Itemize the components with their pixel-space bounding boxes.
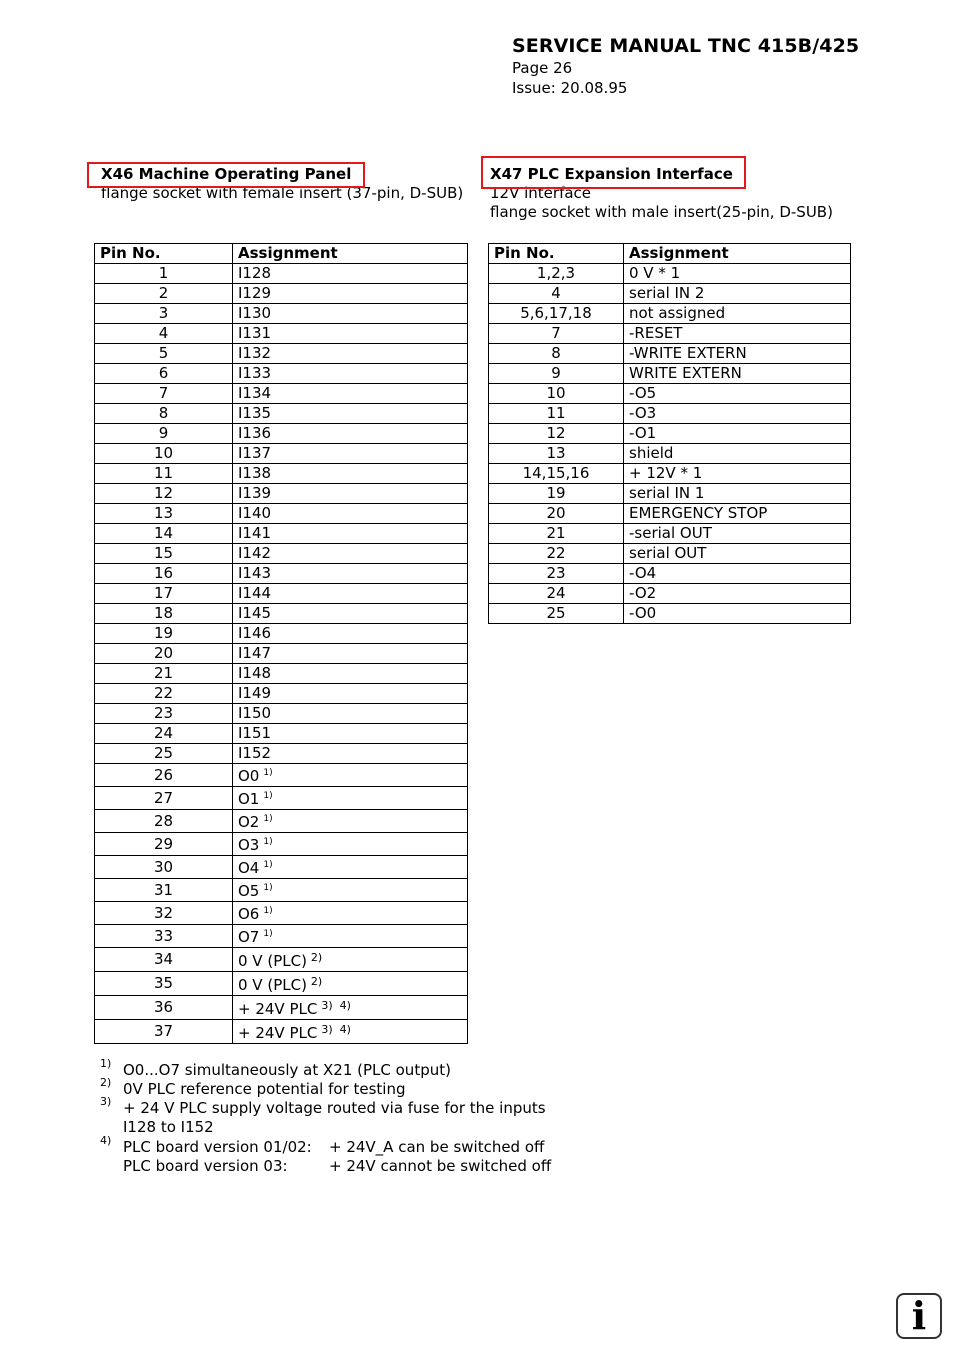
- x46-assignment-text: I152: [238, 744, 272, 762]
- x46-table-row: [95, 1020, 468, 1044]
- x46-table-row: [95, 324, 468, 344]
- x46-footnote-ref: 1): [263, 860, 273, 870]
- x46-assignment-text: I134: [238, 384, 272, 402]
- x47-assignment-text: shield: [629, 444, 674, 462]
- x47-assignment-text: -WRITE EXTERN: [629, 344, 747, 362]
- x46-assignment-cell: [233, 484, 468, 504]
- x46-table-row: [95, 856, 468, 879]
- x47-table-row: [489, 284, 851, 304]
- x46-assignment-text: O7: [238, 928, 260, 946]
- x47-table-row: [489, 404, 851, 424]
- x46-assignment-text: I145: [238, 604, 272, 622]
- x46-assignment-text: I143: [238, 564, 272, 582]
- page-number: Page 26: [512, 59, 573, 77]
- x46-table-row: [95, 344, 468, 364]
- x46-assignment-text: I135: [238, 404, 272, 422]
- x47-table-row: [489, 524, 851, 544]
- x47-pin-cell: 8: [489, 344, 624, 364]
- x46-assignment-text: I132: [238, 344, 272, 362]
- x46-assignment-text: + 24V PLC: [238, 1024, 318, 1042]
- x46-table-row: [95, 879, 468, 902]
- x46-pin-cell: 19: [95, 624, 233, 644]
- x46-assignment-text: O1: [238, 790, 260, 808]
- x47-assignment-cell: [624, 484, 851, 504]
- x46-assignment-cell: [233, 544, 468, 564]
- x47-table-row: [489, 484, 851, 504]
- x46-pin-cell: 27: [95, 787, 233, 810]
- footnote-3-mark: 3): [100, 1095, 112, 1108]
- x47-pin-cell: 14,15,16: [489, 464, 624, 484]
- x47-pin-cell: 1,2,3: [489, 264, 624, 284]
- x47-assignment-cell: [624, 604, 851, 624]
- x47-pin-cell: 25: [489, 604, 624, 624]
- x46-pin-cell: 12: [95, 484, 233, 504]
- x47-pin-cell: 4: [489, 284, 624, 304]
- x47-pin-table: [488, 243, 851, 624]
- x46-pin-cell: 1: [95, 264, 233, 284]
- x46-footnote-ref: 1): [263, 814, 273, 824]
- x46-assignment-cell: [233, 833, 468, 856]
- x47-header-row: [489, 244, 851, 264]
- x47-table-row: [489, 344, 851, 364]
- x47-assignment-cell: [624, 304, 851, 324]
- footnote-4-board-a-value: + 24V_A can be switched off: [329, 1138, 545, 1156]
- x47-assignment-cell: [624, 524, 851, 544]
- x46-table-row: [95, 604, 468, 624]
- x47-assignment-text: WRITE EXTERN: [629, 364, 742, 382]
- x46-pin-table: [94, 243, 468, 1044]
- x47-assignment-text: not assigned: [629, 304, 726, 322]
- x46-pin-cell: 10: [95, 444, 233, 464]
- x46-table-row: [95, 584, 468, 604]
- x47-title: X47 PLC Expansion Interface: [490, 165, 733, 183]
- x46-assignment-text: I139: [238, 484, 272, 502]
- x47-pin-cell: 21: [489, 524, 624, 544]
- x47-pin-cell: 12: [489, 424, 624, 444]
- x46-table-row: [95, 364, 468, 384]
- x46-assignment-cell: [233, 744, 468, 764]
- x46-pin-cell: 36: [95, 996, 233, 1020]
- x46-table-row: [95, 264, 468, 284]
- x47-assignment-cell: [624, 464, 851, 484]
- x47-pin-cell: 24: [489, 584, 624, 604]
- x46-assignment-cell: [233, 972, 468, 996]
- x46-pin-cell: 2: [95, 284, 233, 304]
- x46-table-row: [95, 484, 468, 504]
- x46-assignment-text: I141: [238, 524, 272, 542]
- x46-assignment-cell: [233, 879, 468, 902]
- x46-assignment-cell: [233, 604, 468, 624]
- x46-assignment-text: + 24V PLC: [238, 1000, 318, 1018]
- x46-assignment-cell: [233, 664, 468, 684]
- x47-pin-cell: 13: [489, 444, 624, 464]
- x47-table-row: [489, 504, 851, 524]
- x47-table-row: [489, 544, 851, 564]
- x46-pin-cell: 31: [95, 879, 233, 902]
- x46-assignment-text: I147: [238, 644, 272, 662]
- x46-highlight-box: [87, 162, 365, 188]
- x46-assignment-cell: [233, 424, 468, 444]
- footnote-4-mark: 4): [100, 1134, 112, 1147]
- x47-assignment-cell: [624, 584, 851, 604]
- x46-assignment-cell: [233, 524, 468, 544]
- x46-assignment-cell: [233, 948, 468, 972]
- x46-assignment-cell: [233, 810, 468, 833]
- x47-pin-cell: 20: [489, 504, 624, 524]
- x46-pin-cell: 6: [95, 364, 233, 384]
- x46-table-row: [95, 996, 468, 1020]
- footnote-2-mark: 2): [100, 1076, 112, 1089]
- x47-assignment-cell: [624, 364, 851, 384]
- x47-pin-cell: 22: [489, 544, 624, 564]
- x46-table-row: [95, 504, 468, 524]
- x46-assignment-text: O6: [238, 905, 260, 923]
- x46-assignment-text: O4: [238, 859, 260, 877]
- x46-assignment-cell: [233, 404, 468, 424]
- x46-header-row: [95, 244, 468, 264]
- x46-assignment-cell: [233, 304, 468, 324]
- x46-assignment-cell: [233, 504, 468, 524]
- footnote-1-text: O0...O7 simultaneously at X21 (PLC output): [123, 1061, 451, 1079]
- x46-assignment-text: I148: [238, 664, 272, 682]
- x46-footnote-ref: 1): [263, 929, 273, 939]
- x47-assignment-text: serial OUT: [629, 544, 707, 562]
- x46-assignment-text: I129: [238, 284, 272, 302]
- x46-footnote-ref: 3) 4): [321, 999, 351, 1012]
- x47-pin-cell: 7: [489, 324, 624, 344]
- x46-assignment-cell: [233, 444, 468, 464]
- x47-assignment-cell: [624, 404, 851, 424]
- x46-table-row: [95, 384, 468, 404]
- x47-subtitle-socket: flange socket with male insert(25-pin, D-SUB): [490, 203, 833, 221]
- x46-col-assignment: Assignment: [233, 244, 468, 264]
- x47-assignment-cell: [624, 344, 851, 364]
- x46-table-row: [95, 564, 468, 584]
- x47-assignment-text: -O4: [629, 564, 657, 582]
- x46-assignment-text: I137: [238, 444, 272, 462]
- x47-assignment-cell: [624, 544, 851, 564]
- x46-table-row: [95, 524, 468, 544]
- x46-assignment-text: I150: [238, 704, 272, 722]
- x46-assignment-text: I130: [238, 304, 272, 322]
- x47-table-row: [489, 304, 851, 324]
- x46-pin-cell: 35: [95, 972, 233, 996]
- x46-assignment-text: I133: [238, 364, 272, 382]
- x47-assignment-text: -O3: [629, 404, 657, 422]
- x46-table-row: [95, 972, 468, 996]
- x46-subtitle: flange socket with female insert (37-pin, D-SUB): [101, 184, 464, 202]
- x46-assignment-text: O5: [238, 882, 260, 900]
- x46-footnote-ref: 1): [263, 791, 273, 801]
- x46-assignment-text: I146: [238, 624, 272, 642]
- x46-assignment-cell: [233, 704, 468, 724]
- x46-assignment-cell: [233, 1020, 468, 1044]
- x47-assignment-text: -O2: [629, 584, 657, 602]
- x47-assignment-text: serial IN 2: [629, 284, 705, 302]
- x46-pin-cell: 33: [95, 925, 233, 948]
- x46-assignment-text: I131: [238, 324, 272, 342]
- x46-assignment-text: 0 V (PLC): [238, 952, 307, 970]
- x47-pin-cell: 9: [489, 364, 624, 384]
- x46-pin-cell: 7: [95, 384, 233, 404]
- x47-pin-cell: 11: [489, 404, 624, 424]
- x47-assignment-cell: [624, 564, 851, 584]
- x47-assignment-text: -RESET: [629, 324, 683, 342]
- x46-pin-cell: 4: [95, 324, 233, 344]
- x47-table-row: [489, 604, 851, 624]
- x46-pin-cell: 21: [95, 664, 233, 684]
- x47-table-row: [489, 264, 851, 284]
- x46-table-row: [95, 544, 468, 564]
- x46-pin-cell: 16: [95, 564, 233, 584]
- x46-footnote-ref: 2): [310, 975, 323, 988]
- x46-pin-cell: 26: [95, 764, 233, 787]
- x46-pin-cell: 37: [95, 1020, 233, 1044]
- x46-footnote-ref: 1): [263, 768, 273, 778]
- x47-assignment-text: -O1: [629, 424, 657, 442]
- x46-table-row: [95, 744, 468, 764]
- x46-assignment-text: I140: [238, 504, 272, 522]
- x46-assignment-text: I149: [238, 684, 272, 702]
- x46-assignment-text: O3: [238, 836, 260, 854]
- x46-assignment-cell: [233, 344, 468, 364]
- x46-assignment-text: I142: [238, 544, 272, 562]
- x46-assignment-text: 0 V (PLC): [238, 976, 307, 994]
- x46-assignment-cell: [233, 764, 468, 787]
- footnote-3-text-cont: I128 to I152: [123, 1118, 214, 1136]
- x46-assignment-text: I151: [238, 724, 272, 742]
- x46-table-row: [95, 764, 468, 787]
- x47-col-pin: Pin No.: [489, 244, 624, 264]
- x46-table-row: [95, 644, 468, 664]
- x46-pin-cell: 14: [95, 524, 233, 544]
- x46-table-row: [95, 404, 468, 424]
- x47-table-row: [489, 584, 851, 604]
- x46-pin-cell: 15: [95, 544, 233, 564]
- x47-pin-cell: 23: [489, 564, 624, 584]
- x47-pin-cell: 5,6,17,18: [489, 304, 624, 324]
- x46-assignment-text: I128: [238, 264, 272, 282]
- x46-assignment-cell: [233, 724, 468, 744]
- x46-assignment-cell: [233, 996, 468, 1020]
- x46-table-row: [95, 787, 468, 810]
- x47-highlight-box: [481, 156, 746, 189]
- x47-assignment-text: serial IN 1: [629, 484, 705, 502]
- x46-table-row: [95, 464, 468, 484]
- x46-table-row: [95, 664, 468, 684]
- x47-assignment-text: 0 V * 1: [629, 264, 681, 282]
- x47-subtitle-interface: 12V interface: [490, 184, 592, 202]
- x46-table-row: [95, 833, 468, 856]
- x47-assignment-cell: [624, 264, 851, 284]
- x46-assignment-text: I144: [238, 584, 272, 602]
- x46-pin-cell: 30: [95, 856, 233, 879]
- x46-pin-cell: 17: [95, 584, 233, 604]
- x47-assignment-cell: [624, 444, 851, 464]
- x47-table-row: [489, 564, 851, 584]
- x46-assignment-cell: [233, 324, 468, 344]
- x47-assignment-text: -O0: [629, 604, 657, 622]
- x47-pin-cell: 19: [489, 484, 624, 504]
- x46-assignment-cell: [233, 856, 468, 879]
- x47-assignment-cell: [624, 384, 851, 404]
- x47-col-assignment: Assignment: [624, 244, 851, 264]
- x46-pin-cell: 28: [95, 810, 233, 833]
- x47-assignment-text: + 12V * 1: [629, 464, 703, 482]
- x46-pin-cell: 13: [95, 504, 233, 524]
- x46-col-pin: Pin No.: [95, 244, 233, 264]
- x46-table-row: [95, 948, 468, 972]
- x46-table-row: [95, 284, 468, 304]
- x46-table-row: [95, 684, 468, 704]
- x46-pin-cell: 29: [95, 833, 233, 856]
- x47-assignment-cell: [624, 324, 851, 344]
- x46-assignment-cell: [233, 384, 468, 404]
- x46-pin-cell: 18: [95, 604, 233, 624]
- footnote-2-text: 0V PLC reference potential for testing: [123, 1080, 406, 1098]
- x46-footnote-ref: 1): [263, 883, 273, 893]
- x46-pin-cell: 32: [95, 902, 233, 925]
- x46-table-row: [95, 902, 468, 925]
- x46-assignment-cell: [233, 902, 468, 925]
- x47-assignment-cell: [624, 284, 851, 304]
- footnote-4-board-b-value: + 24V cannot be switched off: [329, 1157, 552, 1175]
- x46-table-row: [95, 704, 468, 724]
- info-icon: i: [896, 1293, 942, 1339]
- x46-table-row: [95, 624, 468, 644]
- x47-assignment-text: -O5: [629, 384, 657, 402]
- x46-pin-cell: 25: [95, 744, 233, 764]
- x47-table-row: [489, 424, 851, 444]
- x46-pin-cell: 11: [95, 464, 233, 484]
- x47-table-row: [489, 384, 851, 404]
- x46-footnote-ref: 2): [310, 951, 323, 964]
- x46-pin-cell: 20: [95, 644, 233, 664]
- manual-title: SERVICE MANUAL TNC 415B/425: [512, 35, 860, 57]
- x46-assignment-cell: [233, 264, 468, 284]
- x46-table-row: [95, 925, 468, 948]
- footnote-1-mark: 1): [100, 1057, 112, 1070]
- x46-assignment-cell: [233, 584, 468, 604]
- x46-assignment-cell: [233, 624, 468, 644]
- x47-assignment-text: -serial OUT: [629, 524, 712, 542]
- footnote-4-board-a-label: PLC board version 01/02:: [123, 1138, 312, 1156]
- x46-assignment-cell: [233, 684, 468, 704]
- x46-assignment-cell: [233, 787, 468, 810]
- x46-table-row: [95, 724, 468, 744]
- x46-pin-cell: 8: [95, 404, 233, 424]
- x46-pin-cell: 3: [95, 304, 233, 324]
- x47-pin-cell: 10: [489, 384, 624, 404]
- x46-assignment-cell: [233, 284, 468, 304]
- x46-pin-cell: 24: [95, 724, 233, 744]
- x46-assignment-cell: [233, 644, 468, 664]
- x46-pin-cell: 9: [95, 424, 233, 444]
- issue-date: Issue: 20.08.95: [512, 79, 628, 97]
- x47-assignment-text: EMERGENCY STOP: [629, 504, 768, 522]
- x46-pin-cell: 5: [95, 344, 233, 364]
- x46-title: X46 Machine Operating Panel: [101, 165, 352, 183]
- x46-footnote-ref: 3) 4): [321, 1023, 351, 1036]
- x46-assignment-text: I138: [238, 464, 272, 482]
- x46-assignment-cell: [233, 464, 468, 484]
- x46-pin-cell: 34: [95, 948, 233, 972]
- x47-table-row: [489, 324, 851, 344]
- x46-footnote-ref: 1): [263, 837, 273, 847]
- x47-assignment-cell: [624, 424, 851, 444]
- x47-assignment-cell: [624, 504, 851, 524]
- x47-table-row: [489, 464, 851, 484]
- x46-assignment-cell: [233, 364, 468, 384]
- x46-assignment-text: O2: [238, 813, 260, 831]
- footnote-4-board-b-label: PLC board version 03:: [123, 1157, 288, 1175]
- x47-table-row: [489, 444, 851, 464]
- x46-assignment-cell: [233, 925, 468, 948]
- x46-table-row: [95, 444, 468, 464]
- x46-pin-cell: 22: [95, 684, 233, 704]
- x46-pin-cell: 23: [95, 704, 233, 724]
- x46-footnote-ref: 1): [263, 906, 273, 916]
- footnote-3-text: + 24 V PLC supply voltage routed via fuse for the inputs: [123, 1099, 546, 1117]
- x47-table-row: [489, 364, 851, 384]
- x46-assignment-text: I136: [238, 424, 272, 442]
- x46-table-row: [95, 304, 468, 324]
- x46-assignment-text: O0: [238, 767, 260, 785]
- x46-table-row: [95, 810, 468, 833]
- x46-table-row: [95, 424, 468, 444]
- x46-assignment-cell: [233, 564, 468, 584]
